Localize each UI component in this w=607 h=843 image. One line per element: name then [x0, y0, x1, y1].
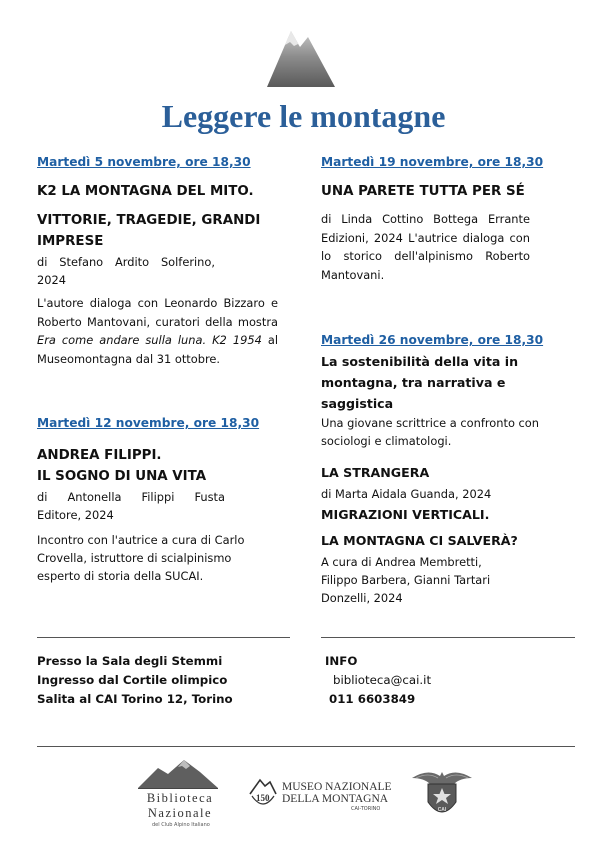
book-author: di Marta Aidala Guanda, 2024	[321, 487, 492, 501]
event-heading: IMPRESE	[37, 234, 104, 249]
venue-line: Presso la Sala degli Stemmi	[37, 654, 223, 668]
venue-line: Ingresso dal Cortile olimpico	[37, 673, 228, 687]
svg-text:CAI: CAI	[437, 807, 447, 813]
museo-sub: CAI-TORINO	[351, 806, 381, 812]
event-heading: montagna, tra narrativa e	[321, 375, 506, 390]
exhibition-title: Era come andare sulla luna. K2 1954	[37, 333, 262, 347]
biblioteca-line1: Biblioteca	[146, 791, 214, 805]
event-description-line: sociologi e climatologi.	[321, 434, 452, 448]
book-title: MIGRAZIONI VERTICALI.	[321, 507, 490, 522]
page-title: Leggere le montagne	[161, 98, 446, 134]
venue-line: Salita al CAI Torino 12, Torino	[37, 692, 233, 706]
event-heading: ANDREA FILIPPI.	[37, 448, 162, 463]
info-label: INFO	[325, 654, 358, 668]
museo-logo	[248, 776, 392, 816]
event-description-line: Una giovane scrittrice a confronto con	[321, 416, 539, 430]
event-heading: K2 LA MONTAGNA DEL MITO.	[37, 184, 254, 199]
biblioteca-sub: del Club Alpino Italiano	[152, 822, 210, 828]
biblioteca-logo	[130, 758, 230, 830]
description-text: al Museomontagna dal 31 ottobre.	[37, 333, 278, 366]
event-heading: UNA PARETE TUTTA PER SÉ	[321, 184, 525, 199]
book-curators: A cura di Andrea Membretti,	[321, 555, 482, 569]
divider	[37, 637, 290, 638]
event-heading: saggistica	[321, 396, 394, 411]
event-description	[37, 294, 278, 368]
divider	[321, 637, 575, 638]
cai-eagle-emblem-icon	[410, 766, 474, 824]
mountain-logo-icon	[265, 27, 337, 89]
event-author: di Stefano Ardito Solferino,	[37, 255, 215, 269]
mountain-icon	[138, 758, 218, 790]
event-author: di Antonella Filippi Fusta	[37, 490, 225, 504]
museo-number: 150	[256, 793, 270, 803]
book-title: LA STRANGERA	[321, 465, 430, 480]
event-date: Martedì 26 novembre, ore 18,30	[321, 333, 544, 347]
museo-line1: MUSEO NAZIONALE	[282, 781, 392, 793]
biblioteca-line2: Nazionale	[147, 806, 213, 820]
book-title: LA MONTAGNA CI SALVERÀ?	[321, 533, 518, 548]
event-description-line: esperto di storia della SUCAI.	[37, 569, 204, 583]
event-heading: IL SOGNO DI UNA VITA	[37, 469, 207, 484]
museo-line2: DELLA MONTAGNA	[282, 793, 389, 805]
event-date: Martedì 5 novembre, ore 18,30	[37, 155, 251, 169]
footer-divider	[37, 746, 575, 747]
event-heading: La sostenibilità della vita in	[321, 354, 519, 369]
event-year: 2024	[37, 273, 66, 287]
description-text: L'autore dialoga con Leonardo Bizzaro e Roberto Mantovani, curatori della mostra	[37, 296, 278, 329]
event-heading: VITTORIE, TRAGEDIE, GRANDI	[37, 213, 261, 228]
event-date: Martedì 12 novembre, ore 18,30	[37, 416, 260, 430]
event-description-line: Incontro con l'autrice a cura di Carlo	[37, 533, 245, 547]
email-link[interactable]: biblioteca@cai.it	[333, 673, 432, 687]
book-publisher: Donzelli, 2024	[321, 591, 403, 605]
event-publisher: Editore, 2024	[37, 508, 114, 522]
phone-number: 011 6603849	[329, 692, 416, 706]
event-description: di Linda Cottino Bottega Errante Edizioni, 2024 L'autrice dialoga con lo storico dell'alpinismo Roberto Mantovani.	[321, 212, 530, 282]
event-description-line: Crovella, istruttore di scialpinismo	[37, 551, 232, 565]
event-date: Martedì 19 novembre, ore 18,30	[321, 155, 544, 169]
book-curators: Filippo Barbera, Gianni Tartari	[321, 573, 491, 587]
